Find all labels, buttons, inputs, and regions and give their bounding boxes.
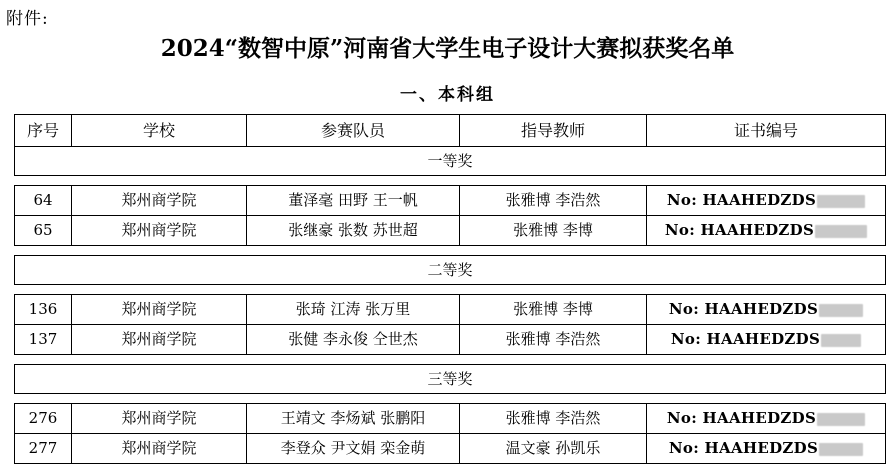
cell-team: 张继豪 张数 苏世超 (247, 216, 460, 246)
awards-table (14, 114, 886, 464)
cell-team: 王靖文 李炀斌 张鹏阳 (247, 404, 460, 434)
table-header (15, 115, 886, 147)
cell-no: 137 (15, 325, 72, 355)
table-row (15, 216, 886, 246)
cell-certificate (647, 216, 886, 246)
table-body (15, 147, 886, 464)
cell-team: 张琦 江涛 张万里 (247, 295, 460, 325)
cell-certificate (647, 325, 886, 355)
awards-table-wrap (14, 114, 880, 464)
award-band-row (15, 256, 886, 285)
cell-team: 董泽毫 田野 王一帆 (247, 186, 460, 216)
cell-coach: 张雅博 李浩然 (460, 186, 647, 216)
certificate-prefix: No: HAAHEDZDS (666, 191, 817, 209)
cell-school: 郑州商学院 (72, 325, 247, 355)
cell-no: 136 (15, 295, 72, 325)
attachment-label: 附件: (6, 9, 49, 29)
cell-no: 64 (15, 186, 72, 216)
cell-coach: 张雅博 李浩然 (460, 325, 647, 355)
band-spacer (15, 394, 886, 404)
table-row (15, 325, 886, 355)
cell-certificate (647, 186, 886, 216)
cell-certificate (647, 295, 886, 325)
table-header-row (15, 115, 886, 147)
cell-coach: 温文豪 孙凯乐 (460, 434, 647, 464)
certificate-prefix: No: HAAHEDZDS (666, 409, 817, 427)
redacted-block (819, 304, 863, 317)
band-spacer-cell (15, 355, 886, 365)
award-band-label: 一等奖 (15, 147, 886, 176)
column-header-school: 学校 (72, 115, 247, 147)
cell-school: 郑州商学院 (72, 434, 247, 464)
redacted-block (817, 195, 865, 208)
cell-no: 277 (15, 434, 72, 464)
section-heading: 一、本科组 (400, 85, 495, 105)
award-band-row (15, 365, 886, 394)
column-header-no: 序号 (15, 115, 72, 147)
certificate-prefix: No: HAAHEDZDS (668, 300, 819, 318)
band-spacer (15, 285, 886, 295)
band-spacer-cell (15, 394, 886, 404)
band-spacer-cell (15, 285, 886, 295)
award-band-row (15, 147, 886, 176)
certificate-prefix: No: HAAHEDZDS (664, 221, 815, 239)
column-header-team: 参赛队员 (247, 115, 460, 147)
table-row (15, 186, 886, 216)
cell-school: 郑州商学院 (72, 186, 247, 216)
cell-school: 郑州商学院 (72, 216, 247, 246)
page-title: 2024“数智中原”河南省大学生电子设计大赛拟获奖名单 (160, 35, 735, 62)
redacted-block (821, 334, 861, 347)
redacted-block (815, 225, 867, 238)
cell-school: 郑州商学院 (72, 404, 247, 434)
band-spacer (15, 355, 886, 365)
cell-coach: 张雅博 李博 (460, 295, 647, 325)
award-band-label: 二等奖 (15, 256, 886, 285)
table-row (15, 295, 886, 325)
band-spacer (15, 246, 886, 256)
cell-team: 张健 李永俊 仝世杰 (247, 325, 460, 355)
cell-school: 郑州商学院 (72, 295, 247, 325)
column-header-cert: 证书编号 (647, 115, 886, 147)
cell-certificate (647, 434, 886, 464)
cell-no: 276 (15, 404, 72, 434)
band-spacer-cell (15, 246, 886, 256)
band-spacer-cell (15, 176, 886, 186)
redacted-block (819, 443, 863, 456)
cell-certificate (647, 404, 886, 434)
cell-team: 李登众 尹文娟 栾金萌 (247, 434, 460, 464)
cell-coach: 张雅博 李浩然 (460, 404, 647, 434)
table-row (15, 404, 886, 434)
certificate-prefix: No: HAAHEDZDS (668, 439, 819, 457)
column-header-coach: 指导教师 (460, 115, 647, 147)
cell-coach: 张雅博 李博 (460, 216, 647, 246)
table-row (15, 434, 886, 464)
redacted-block (817, 413, 865, 426)
cell-no: 65 (15, 216, 72, 246)
band-spacer (15, 176, 886, 186)
award-band-label: 三等奖 (15, 365, 886, 394)
certificate-prefix: No: HAAHEDZDS (670, 330, 821, 348)
